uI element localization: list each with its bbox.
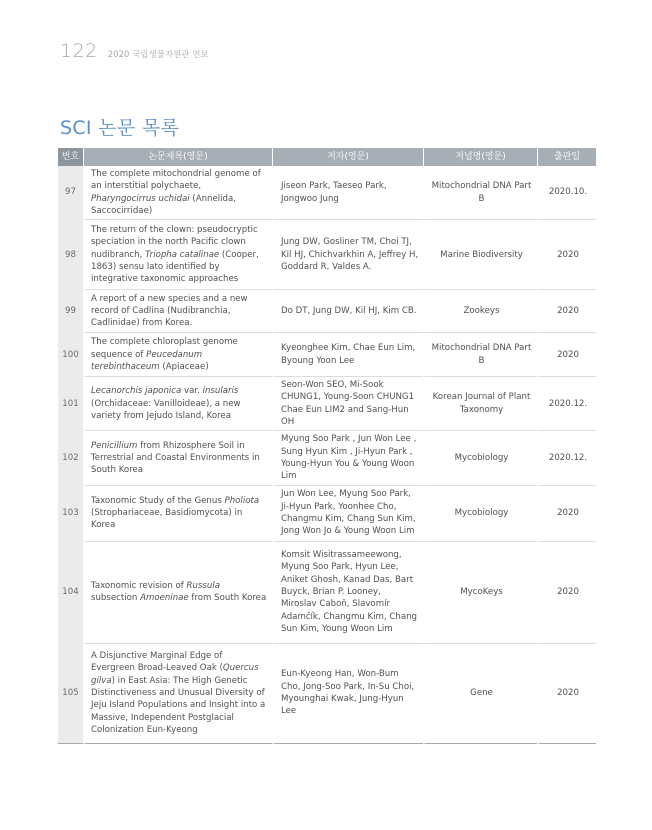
journal-name: Marine Biodiversity (423, 220, 537, 290)
column-header-number: 번호 (58, 148, 83, 166)
paper-authors: Do DT, Jung DW, Kil HJ, Kim CB. (272, 290, 423, 333)
paper-authors: Kyeonghee Kim, Chae Eun Lim, Byoung Yoon Lee (272, 333, 423, 377)
paper-authors: Myung Soo Park , Jun Won Lee , Sung Hyun Kim , Ji-Hyun Park , Young-Hyun You & Young Woon Lim (272, 431, 423, 485)
paper-title: The complete mitochondrial genome of an interstitial polychaete, Pharyngocirrus uchidai (Annelida, Saccocirridae) (83, 166, 272, 220)
journal-name: Zookeys (423, 290, 537, 333)
row-number: 99 (58, 290, 83, 333)
paper-title: A report of a new species and a new record of Cadlina (Nudibranchia, Cadlinidae) from Korea. (83, 290, 272, 333)
journal-name: Mycobiology (423, 431, 537, 485)
paper-authors: Jun Won Lee, Myung Soo Park, Ji-Hyun Park, Yoonhee Cho, Changmu Kim, Chang Sun Kim, Jong Won Jo & Young Woon Lim (272, 486, 423, 542)
publication-date: 2020 (537, 333, 596, 377)
publication-date: 2020 (537, 486, 596, 542)
journal-name: Gene (423, 644, 537, 744)
paper-title: Penicillium from Rhizosphere Soil in Terrestrial and Coastal Environments in South Korea (83, 431, 272, 485)
publication-date: 2020 (537, 290, 596, 333)
table-row (58, 166, 596, 220)
paper-authors: Jung DW, Gosliner TM, Choi TJ, Kil HJ, Chichvarkhin A, Jeffrey H, Goddard R, Valdes A. (272, 220, 423, 290)
journal-name: Mitochondrial DNA Part B (423, 333, 537, 377)
publication-date: 2020 (537, 542, 596, 644)
column-header-title: 논문제목(영문) (83, 148, 272, 166)
column-header-journal: 저널명(영문) (423, 148, 537, 166)
publication-date: 2020.12. (537, 377, 596, 431)
table-header-row (58, 148, 596, 166)
table-row (58, 290, 596, 333)
page-number: 122 (60, 40, 98, 62)
publication-table (58, 148, 596, 744)
table-row (58, 333, 596, 377)
publication-date: 2020 (537, 644, 596, 744)
row-number: 105 (58, 644, 83, 744)
paper-title: Lecanorchis japonica var. insularis (Orchidaceae: Vanilloideae), a new variety from Jejudo Island, Korea (83, 377, 272, 431)
table-row (58, 377, 596, 431)
paper-authors: Komsit Wisitrassameewong, Myung Soo Park, Hyun Lee, Aniket Ghosh, Kanad Das, Bart Buyck, Brian P. Looney, Miroslav Caboň, Slavomír Adamčík, Changmu Kim, Chang Sun Kim, Young Woon Lim (272, 542, 423, 644)
row-number: 101 (58, 377, 83, 431)
table-row (58, 644, 596, 744)
row-number: 104 (58, 542, 83, 644)
paper-authors: Seon-Won SEO, Mi-Sook CHUNG1, Young-Soon CHUNG1 Chae Eun LIM2 and Sang-Hun OH (272, 377, 423, 431)
row-number: 97 (58, 166, 83, 220)
publication-date: 2020.10. (537, 166, 596, 220)
column-header-date: 출판일 (537, 148, 596, 166)
paper-title: The return of the clown: pseudocryptic speciation in the north Pacific clown nudibranch, Triopha catalinae (Cooper, 1863) sensu lato identified by integrative taxonomic approaches (83, 220, 272, 290)
row-number: 102 (58, 431, 83, 485)
row-number: 100 (58, 333, 83, 377)
paper-authors: Jiseon Park, Taeseo Park, Jongwoo Jung (272, 166, 423, 220)
running-title: 2020 국립생물자원관 연보 (107, 50, 209, 60)
row-number: 98 (58, 220, 83, 290)
publication-date: 2020.12. (537, 431, 596, 485)
paper-title: A Disjunctive Marginal Edge of Evergreen Broad-Leaved Oak (Quercus gilva) in East Asia: The High Genetic Distinctiveness and Unusual Diversity of Jeju Island Populations and Insight into a Massive, Independent Postglacial Colonization Eun-Kyeong (83, 644, 272, 744)
table-row (58, 486, 596, 542)
journal-name: MycoKeys (423, 542, 537, 644)
page-header (60, 40, 209, 62)
table-row (58, 220, 596, 290)
column-header-authors: 저자(영문) (272, 148, 423, 166)
table-body (58, 166, 596, 744)
paper-authors: Eun-Kyeong Han, Won-Bum Cho, Jong-Soo Park, In-Su Choi, Myounghai Kwak, Jung-Hyun Lee (272, 644, 423, 744)
section-title: SCI 논문 목록 (60, 117, 180, 139)
paper-title: The complete chloroplast genome sequence of Peucedanum terebinthaceum (Apiaceae) (83, 333, 272, 377)
journal-name: Mycobiology (423, 486, 537, 542)
table-row (58, 431, 596, 485)
row-number: 103 (58, 486, 83, 542)
table-row (58, 542, 596, 644)
paper-title: Taxonomic revision of Russula subsection Amoeninae from South Korea (83, 542, 272, 644)
journal-name: Korean Journal of Plant Taxonomy (423, 377, 537, 431)
journal-name: Mitochondrial DNA Part B (423, 166, 537, 220)
paper-title: Taxonomic Study of the Genus Pholiota (Strophariaceae, Basidiomycota) in Korea (83, 486, 272, 542)
publication-date: 2020 (537, 220, 596, 290)
